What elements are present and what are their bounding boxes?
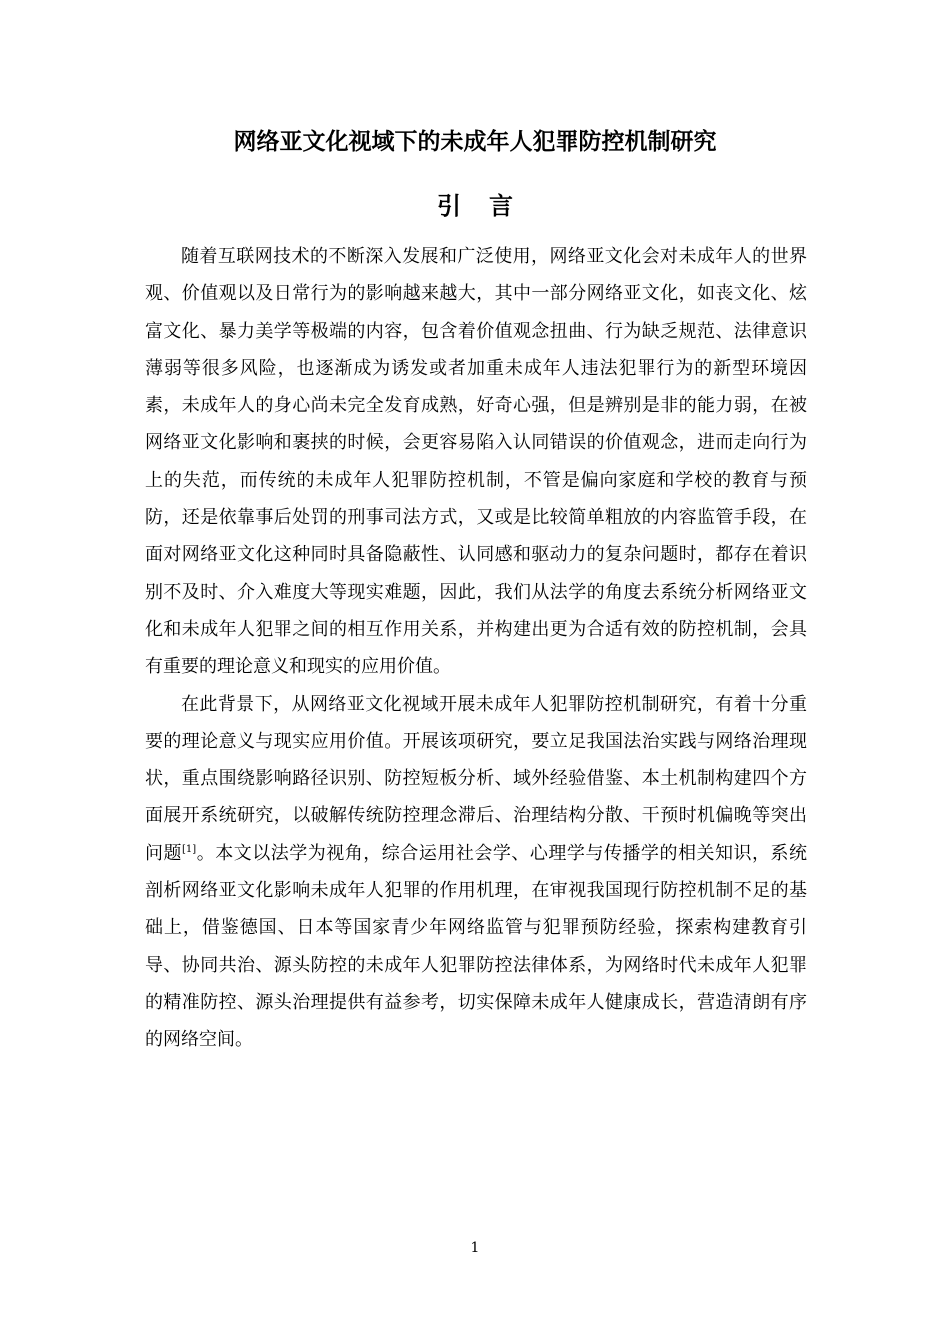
paragraph-2-text-after-citation: 。本文以法学为视角，综合运用社会学、心理学与传播学的相关知识，系统剖析网络亚文化影响未成年人犯罪的作用机理，在审视我国现行防控机制不足的基础上，借鉴德国、日本等国家青少年网络监管与犯罪预防经验，探索构建教育引导、协同共治、源头防控的未成年人犯罪防控法律体系，为网络时代未成年人犯罪的精准防控、源头治理提供有益参考，切实保障未成年人健康成长，营造清朗有序的网络空间。	[145, 842, 808, 1051]
section-heading: 引言	[437, 192, 541, 220]
paragraph-2	[145, 686, 807, 1059]
citation-marker[interactable]: [1]	[182, 843, 197, 855]
paragraph-1: 随着互联网技术的不断深入发展和广泛使用，网络亚文化会对未成年人的世界观、价值观以及日常行为的影响越来越大，其中一部分网络亚文化，如丧文化、炫富文化、暴力美学等极端的内容，包含着价值观念扭曲、行为缺乏规范、法律意识薄弱等很多风险，也逐渐成为诱发或者加重未成年人违法犯罪行为的新型环境因素，未成年人的身心尚未完全发育成熟，好奇心强，但是辨别是非的能力弱，在被网络亚文化影响和裹挟的时候，会更容易陷入认同错误的价值观念，进而走向行为上的失范，而传统的未成年人犯罪防控机制，不管是偏向家庭和学校的教育与预防，还是依靠事后处罚的刑事司法方式，又或是比较简单粗放的内容监管手段，在面对网络亚文化这种同时具备隐蔽性、认同感和驱动力的复杂问题时，都存在着识别不及时、介入难度大等现实难题，因此，我们从法学的角度去系统分析网络亚文化和未成年人犯罪之间的相互作用关系，并构建出更为合适有效的防控机制，会具有重要的理论意义和现实的应用价值。	[145, 246, 807, 678]
paragraph-2-text-before-citation: 在此背景下，从网络亚文化视域开展未成年人犯罪防控机制研究，有着十分重要的理论意义与现实应用价值。开展该项研究，要立足我国法治实践与网络治理现状，重点围绕影响路径识别、防控短板分析、域外经验借鉴、本土机制构建四个方面展开系统研究，以破解传统防控理念滞后、治理结构分散、干预时机偏晚等突出问题	[145, 693, 807, 864]
page-number: 1	[470, 1240, 480, 1256]
document-body	[145, 238, 807, 1059]
document-title: 网络亚文化视域下的未成年人犯罪防控机制研究	[233, 129, 717, 155]
